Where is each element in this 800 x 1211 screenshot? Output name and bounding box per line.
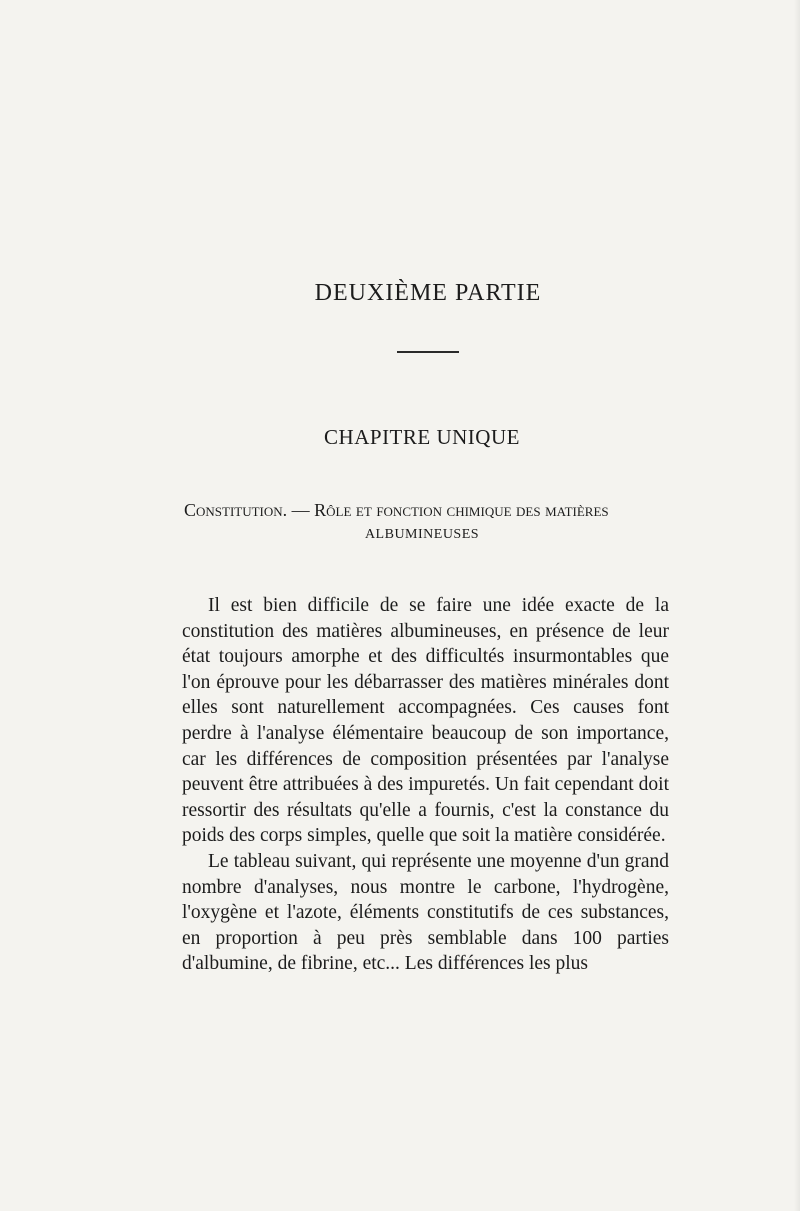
chapter-title: CHAPITRE UNIQUE <box>324 425 520 449</box>
part-title: DEUXIÈME PARTIE <box>314 280 542 306</box>
paragraph-1: Il est bien difficile de se faire une idée exacte de la constitution des matières albumineuses, en présence de leur état toujours amorphe et des difficultés insurmontables que l'on éprouve pour les débarrasser des matières minérales dont elles sont naturellement accompagnées. Ces causes font perdre à l'analyse élémentaire beaucoup de son importance, car les différences de composition présentées par l'analyse peuvent être attribuées à des impuretés. Un fait cependant doit ressortir des résultats qu'elle a fournis, c'est la constance du poids des corps simples, quelle que soit la matière considérée. <box>182 595 669 847</box>
chapter-subtitle-line2: ALBUMINEUSES <box>364 527 480 542</box>
title-divider <box>397 351 459 353</box>
body-text <box>182 593 669 977</box>
paragraph-2: Le tableau suivant, qui représente une moyenne d'un grand nombre d'analyses, nous montre le carbone, l'hydrogène, l'oxygène et l'azote, éléments constitutifs de ces substances, en proportion à peu près semblable dans 100 parties d'albumine, de fibrine, etc... Les différences les plus <box>182 850 669 975</box>
scan-edge-shadow <box>794 0 800 1211</box>
chapter-subtitle-line1: Constitution. — Rôle et fonction chimique des matières <box>184 500 609 520</box>
